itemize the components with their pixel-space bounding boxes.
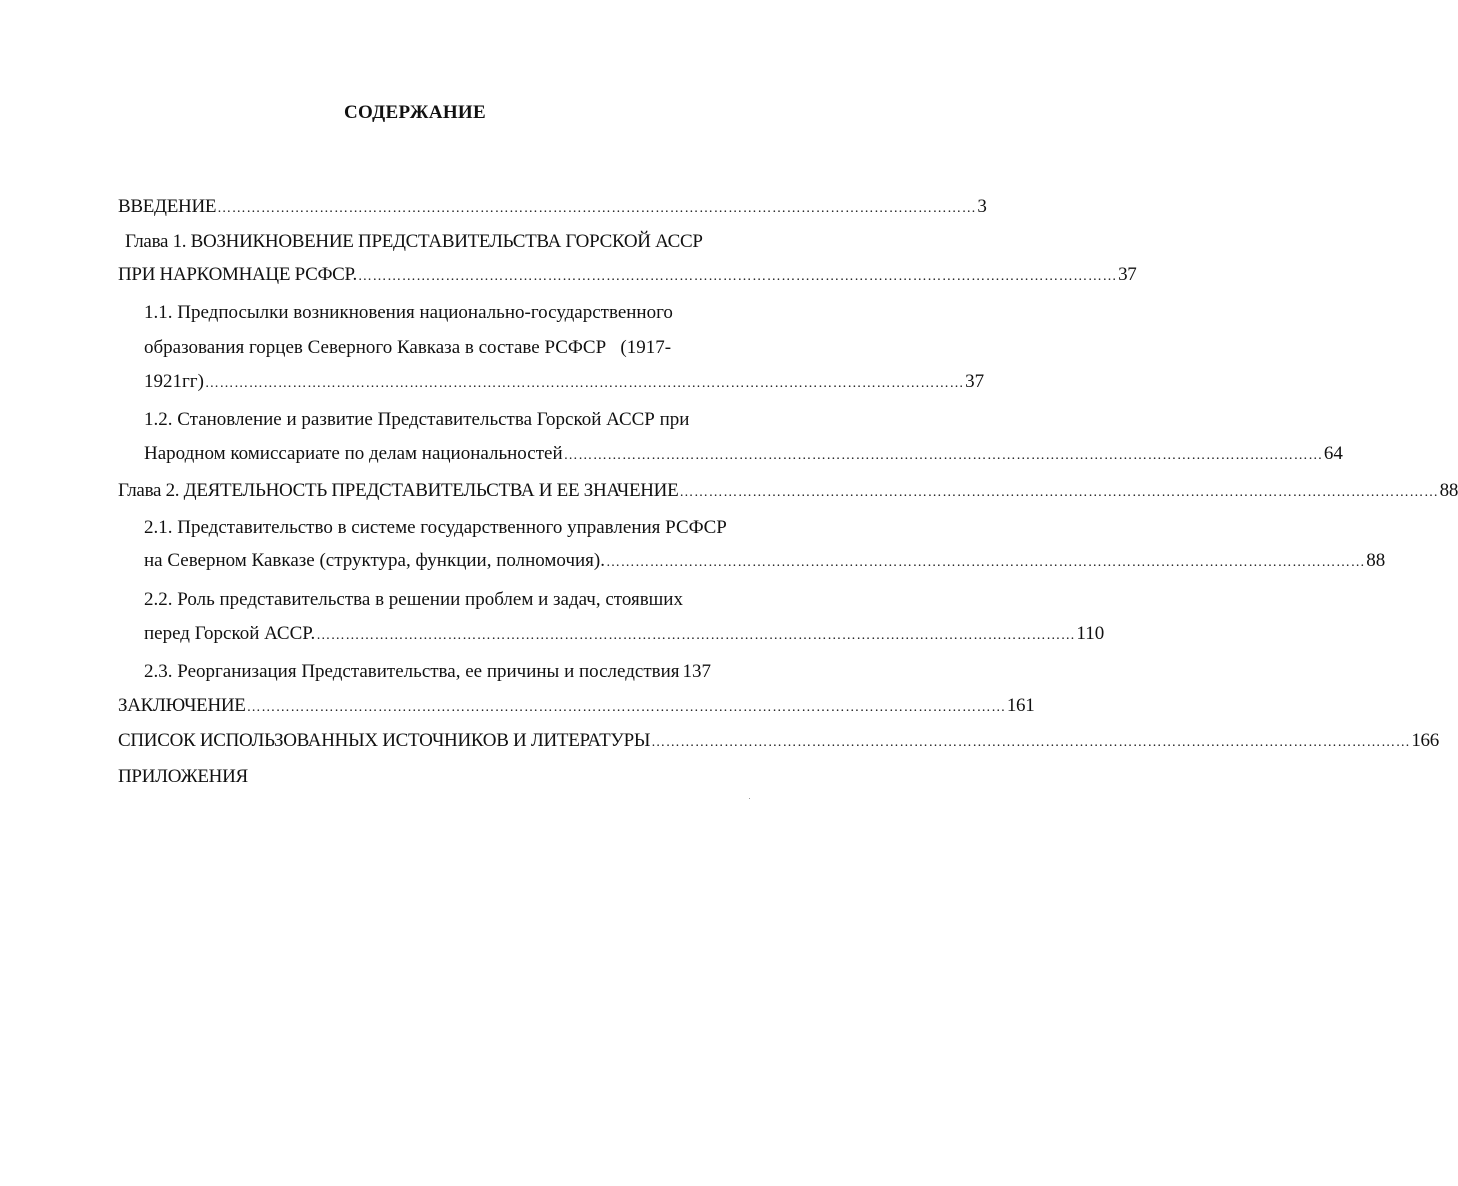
toc-page-number: 37 (965, 371, 985, 392)
toc-entry-text: СПИСОК ИСПОЛЬЗОВАННЫХ ИСТОЧНИКОВ И ЛИТЕРАТУРЫ (118, 730, 651, 751)
toc-section-1-1-line1: 1.1. Предпосылки возникновения национально-государственного (144, 302, 673, 323)
scan-speck (749, 798, 750, 799)
toc-section-1-1-line3 (144, 370, 985, 396)
dot-leader: ………………………………………………………………………………………………………………………………………… (651, 735, 1411, 750)
toc-section-2-3 (144, 660, 711, 686)
dot-leader: ………………………………………………………………………………………………………………………………………… (605, 555, 1366, 570)
toc-chapter1-line1: Глава 1. ВОЗНИКНОВЕНИЕ ПРЕДСТАВИТЕЛЬСТВА ГОРСКОЙ АССР (125, 231, 703, 252)
toc-chapter1-line2 (118, 263, 1137, 289)
toc-entry-text: ПРИ НАРКОМНАЦЕ РСФСР. (118, 264, 357, 285)
toc-entry-text: ВВЕДЕНИЕ (118, 196, 217, 217)
toc-entry-text: ЗАКЛЮЧЕНИЕ (118, 695, 246, 716)
toc-entry-text: на Северном Кавказе (структура, функции, полномочия). (144, 550, 605, 571)
dot-leader: ………………………………………………………………………………………………………………………………………… (204, 376, 965, 391)
dot-leader: ………………………………………………………………………………………………………………………………………… (246, 700, 1006, 715)
toc-entry-conclusion (118, 694, 1035, 720)
toc-page-number: 3 (977, 196, 987, 217)
toc-section-2-1-line2 (144, 549, 1386, 575)
dot-leader (681, 662, 682, 686)
toc-entry-text: 2.3. Реорганизация Представительства, ее причины и последствия (144, 661, 680, 682)
page-title: СОДЕРЖАНИЕ (344, 102, 486, 123)
toc-chapter2 (118, 479, 1458, 505)
toc-page-number: 37 (1118, 264, 1137, 285)
toc-page-number: 161 (1006, 695, 1035, 716)
dot-leader: ………………………………………………………………………………………………………………………………………… (679, 485, 1439, 500)
dot-leader: ………………………………………………………………………………………………………………………………………… (217, 201, 977, 216)
toc-section-2-2-line1: 2.2. Роль представительства в решении проблем и задач, стоявших (144, 589, 683, 610)
toc-entry-text: перед Горской АССР. (144, 623, 316, 644)
toc-entry-intro (118, 195, 987, 221)
toc-page-number: 88 (1366, 550, 1386, 571)
toc-page-number: 166 (1411, 730, 1439, 751)
toc-section-1-1-line2: образования горцев Северного Кавказа в составе РСФСР (1917- (144, 337, 672, 358)
toc-section-2-1-line1: 2.1. Представительство в системе государственного управления РСФСР (144, 517, 727, 538)
toc-entry-sources (118, 729, 1439, 755)
toc-section-1-2-line2 (144, 442, 1343, 468)
toc-page-number: 88 (1439, 480, 1458, 501)
toc-page-number: 64 (1323, 443, 1343, 464)
dot-leader: ………………………………………………………………………………………………………………………………………… (563, 448, 1323, 463)
toc-page-number: 110 (1076, 623, 1105, 644)
dot-leader: ………………………………………………………………………………………………………………………………………… (357, 269, 1118, 284)
dot-leader: ………………………………………………………………………………………………………………………………………… (316, 628, 1076, 643)
toc-page-number: 137 (682, 661, 711, 682)
toc-section-1-2-line1: 1.2. Становление и развитие Представительства Горской АССР при (144, 409, 690, 430)
toc-entry-text: Народном комиссариате по делам национальностей (144, 443, 563, 464)
toc-section-2-2-line2 (144, 622, 1105, 648)
toc-entry-text: Глава 2. ДЕЯТЕЛЬНОСТЬ ПРЕДСТАВИТЕЛЬСТВА И ЕЕ ЗНАЧЕНИЕ (118, 480, 679, 501)
toc-entry-text: 1921гг) (144, 371, 204, 392)
toc-entry-appendix: ПРИЛОЖЕНИЯ (118, 766, 248, 787)
